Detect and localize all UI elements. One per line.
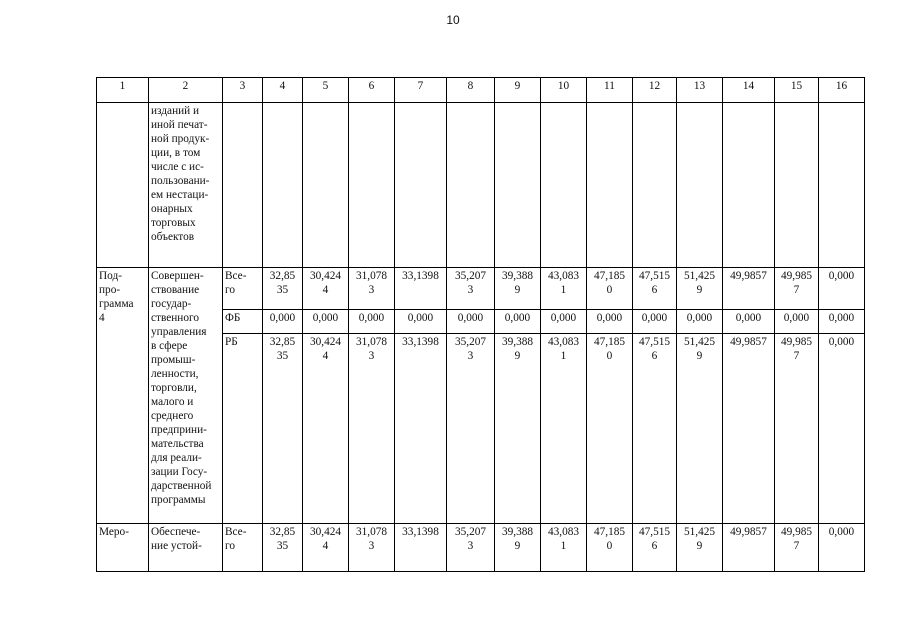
subprogram-value-cell-11: 47,185 0 xyxy=(587,334,633,524)
measure-row-1 xyxy=(97,524,865,572)
subprogram-value-cell-7: 33,1398 xyxy=(395,268,447,310)
header-cell-11: 11 xyxy=(587,78,633,103)
empty-cell xyxy=(723,103,775,268)
empty-cell xyxy=(677,103,723,268)
budget-table xyxy=(96,77,865,572)
measure-value-cell-12: 47,515 6 xyxy=(633,524,677,572)
subprogram-value-cell-4: 32,85 35 xyxy=(263,268,303,310)
measure-value-cell-7: 33,1398 xyxy=(395,524,447,572)
subprogram-value-cell-11: 47,185 0 xyxy=(587,268,633,310)
measure-value-cell-4: 32,85 35 xyxy=(263,524,303,572)
subprogram-value-cell-9: 0,000 xyxy=(495,310,541,334)
subprogram-value-cell-4: 32,85 35 xyxy=(263,334,303,524)
subprogram-value-cell-9: 39,388 9 xyxy=(495,268,541,310)
subprogram-row-1 xyxy=(97,268,865,310)
header-cell-15: 15 xyxy=(775,78,819,103)
subprogram-value-cell-15: 49,985 7 xyxy=(775,268,819,310)
subprogram-value-cell-10: 43,083 1 xyxy=(541,334,587,524)
measure-value-cell-5: 30,424 4 xyxy=(303,524,349,572)
header-cell-7: 7 xyxy=(395,78,447,103)
measure-value-cell-8: 35,207 3 xyxy=(447,524,495,572)
empty-cell xyxy=(775,103,819,268)
header-row xyxy=(97,78,865,103)
subprogram-value-cell-11: 0,000 xyxy=(587,310,633,334)
empty-cell xyxy=(495,103,541,268)
measure-name: Обеспече- ние устой- xyxy=(149,524,223,572)
empty-cell xyxy=(633,103,677,268)
empty-cell xyxy=(303,103,349,268)
empty-cell xyxy=(395,103,447,268)
header-cell-5: 5 xyxy=(303,78,349,103)
subprogram-value-cell-13: 0,000 xyxy=(677,310,723,334)
subprogram-source-cell: Все- го xyxy=(223,268,263,310)
measure-value-cell-10: 43,083 1 xyxy=(541,524,587,572)
subprogram-value-cell-10: 0,000 xyxy=(541,310,587,334)
subprogram-source-cell: РБ xyxy=(223,334,263,524)
subprogram-value-cell-8: 35,207 3 xyxy=(447,268,495,310)
measure-value-cell-15: 49,985 7 xyxy=(775,524,819,572)
subprogram-value-cell-15: 0,000 xyxy=(775,310,819,334)
header-cell-16: 16 xyxy=(819,78,865,103)
measure-source-cell: Все- го xyxy=(223,524,263,572)
subprogram-value-cell-14: 49,9857 xyxy=(723,334,775,524)
subprogram-source-cell: ФБ xyxy=(223,310,263,334)
subprogram-value-cell-12: 47,515 6 xyxy=(633,268,677,310)
subprogram-value-cell-8: 35,207 3 xyxy=(447,334,495,524)
subprogram-label: Под- про- грамма 4 xyxy=(97,268,149,524)
measure-value-cell-11: 47,185 0 xyxy=(587,524,633,572)
subprogram-value-cell-5: 0,000 xyxy=(303,310,349,334)
measure-value-cell-13: 51,425 9 xyxy=(677,524,723,572)
subprogram-value-cell-16: 0,000 xyxy=(819,268,865,310)
subprogram-value-cell-10: 43,083 1 xyxy=(541,268,587,310)
measure-value-cell-14: 49,9857 xyxy=(723,524,775,572)
row-name-cell: изданий и иной печат- ной продук- ции, в том числе с ис- пользовани- ем нестаци- онарных торговых объектов xyxy=(149,103,223,268)
subprogram-value-cell-4: 0,000 xyxy=(263,310,303,334)
subprogram-value-cell-6: 31,078 3 xyxy=(349,268,395,310)
header-cell-13: 13 xyxy=(677,78,723,103)
subprogram-value-cell-6: 31,078 3 xyxy=(349,334,395,524)
header-cell-3: 3 xyxy=(223,78,263,103)
measure-value-cell-9: 39,388 9 xyxy=(495,524,541,572)
subprogram-value-cell-8: 0,000 xyxy=(447,310,495,334)
continuation-row xyxy=(97,103,865,268)
empty-cell xyxy=(223,103,263,268)
subprogram-value-cell-12: 0,000 xyxy=(633,310,677,334)
empty-cell xyxy=(447,103,495,268)
subprogram-value-cell-7: 0,000 xyxy=(395,310,447,334)
subprogram-value-cell-16: 0,000 xyxy=(819,334,865,524)
row-label-cell xyxy=(97,103,149,268)
empty-cell xyxy=(349,103,395,268)
subprogram-value-cell-5: 30,424 4 xyxy=(303,334,349,524)
header-cell-9: 9 xyxy=(495,78,541,103)
header-cell-1: 1 xyxy=(97,78,149,103)
measure-value-cell-16: 0,000 xyxy=(819,524,865,572)
subprogram-value-cell-14: 49,9857 xyxy=(723,268,775,310)
subprogram-value-cell-14: 0,000 xyxy=(723,310,775,334)
empty-cell xyxy=(819,103,865,268)
measure-value-cell-6: 31,078 3 xyxy=(349,524,395,572)
subprogram-value-cell-16: 0,000 xyxy=(819,310,865,334)
header-cell-6: 6 xyxy=(349,78,395,103)
empty-cell xyxy=(587,103,633,268)
header-cell-12: 12 xyxy=(633,78,677,103)
subprogram-name: Совершен- ствование государ- ственного управления в сфере промыш- ленности, торговли, малого и среднего предприни- мательства для реали- зации Госу- дарственной программы xyxy=(149,268,223,524)
subprogram-value-cell-6: 0,000 xyxy=(349,310,395,334)
header-cell-2: 2 xyxy=(149,78,223,103)
header-cell-8: 8 xyxy=(447,78,495,103)
subprogram-value-cell-15: 49,985 7 xyxy=(775,334,819,524)
measure-label: Меро- xyxy=(97,524,149,572)
header-cell-14: 14 xyxy=(723,78,775,103)
subprogram-value-cell-12: 47,515 6 xyxy=(633,334,677,524)
subprogram-value-cell-7: 33,1398 xyxy=(395,334,447,524)
empty-cell xyxy=(541,103,587,268)
subprogram-value-cell-9: 39,388 9 xyxy=(495,334,541,524)
page-number: 10 xyxy=(446,13,460,27)
subprogram-value-cell-13: 51,425 9 xyxy=(677,268,723,310)
subprogram-value-cell-13: 51,425 9 xyxy=(677,334,723,524)
header-cell-4: 4 xyxy=(263,78,303,103)
header-cell-10: 10 xyxy=(541,78,587,103)
empty-cell xyxy=(263,103,303,268)
subprogram-value-cell-5: 30,424 4 xyxy=(303,268,349,310)
